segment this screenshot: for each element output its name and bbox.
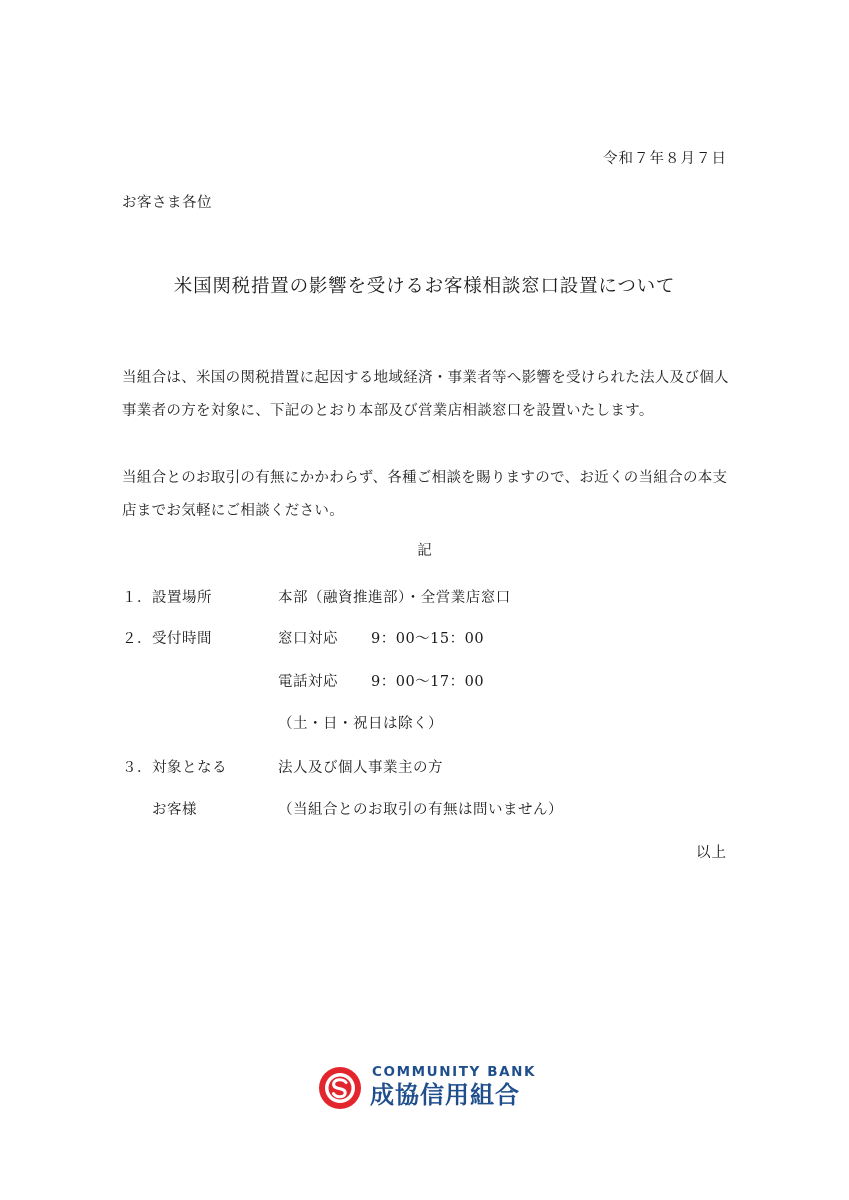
item-1-label: １．設置場所 xyxy=(122,590,212,606)
ki-heading: 記 xyxy=(417,543,432,559)
item-3-value-line-1: 法人及び個人事業主の方 xyxy=(278,760,443,776)
item-3-label-line-2: お客様 xyxy=(152,802,197,818)
window-service-hours: 9：00～15：00 xyxy=(371,631,485,647)
window-service-label: 窓口対応 xyxy=(278,631,338,647)
phone-service-label: 電話対応 xyxy=(278,674,338,690)
item-3-value-line-2: （当組合とのお取引の有無は問いません） xyxy=(278,802,563,818)
document-title: 米国関税措置の影響を受けるお客様相談窓口設置について xyxy=(173,276,676,297)
item-2-label: ２．受付時間 xyxy=(122,631,212,647)
item-1-value: 本部（融資推進部）・全営業店窓口 xyxy=(278,590,511,606)
bank-name-english: COMMUNITY BANK xyxy=(372,1064,537,1080)
phone-service-hours: 9：00～17：00 xyxy=(371,674,485,690)
bank-name-japanese: 成協信用組合 xyxy=(370,1081,520,1109)
recipient-salutation: お客さま各位 xyxy=(122,195,212,211)
hours-note: （土・日・祝日は除く） xyxy=(278,716,443,732)
item-3-label-line-1: ３．対象となる xyxy=(122,760,227,776)
body-paragraph-2: 当組合とのお取引の有無にかかわらず、各種ご相談を賜りますので、お近くの当組合の本支店までお気軽にご相談ください。 xyxy=(122,470,728,519)
issue-date: 令和７年８月７日 xyxy=(603,151,727,167)
closing-word: 以上 xyxy=(696,845,727,861)
body-paragraph-1: 当組合は、米国の関税措置に起因する地域経済・事業者等へ影響を受けられた法人及び個人事業者の方を対象に、下記のとおり本部及び営業店相談窓口を設置いたします。 xyxy=(122,370,729,419)
bank-logo xyxy=(318,1064,548,1112)
bank-logo-mark-icon xyxy=(318,1066,362,1110)
